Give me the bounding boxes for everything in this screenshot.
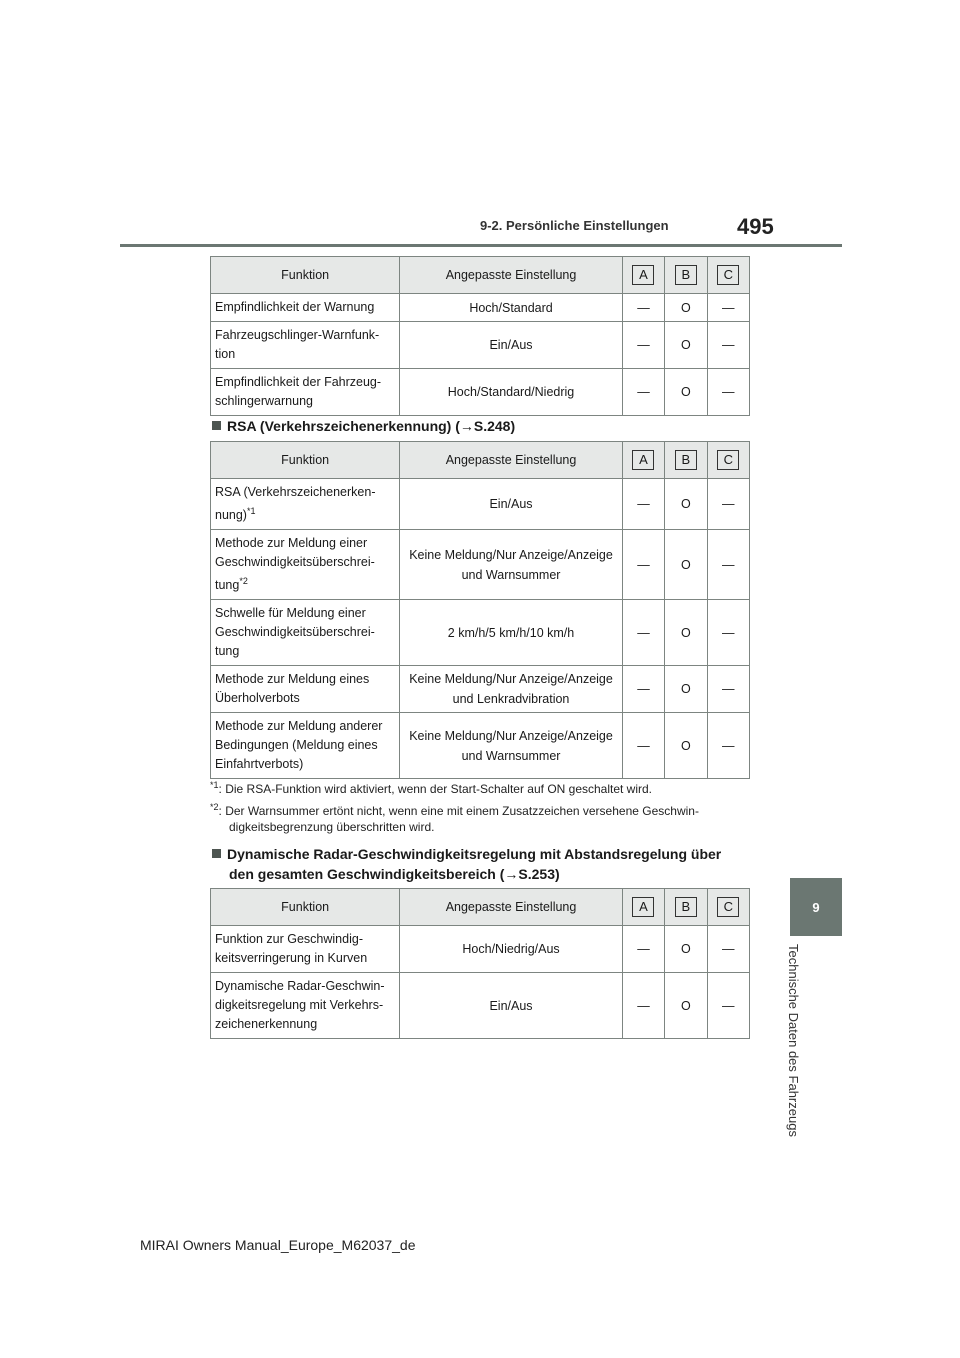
header-rule bbox=[120, 244, 842, 247]
table-row: Dynamische Radar-Geschwin- digkeitsregelung mit Verkehrs- zeichenerkennung Ein/Aus — O — bbox=[211, 973, 750, 1039]
col-b: B bbox=[665, 889, 707, 926]
col-c: C bbox=[707, 257, 749, 294]
settings-table-rsa bbox=[210, 441, 750, 779]
chapter-tab: 9 bbox=[790, 878, 842, 936]
table-row: RSA (Verkehrszeichenerken- nung)$^{*1}$ Ein/Aus — O — bbox=[211, 479, 750, 530]
table-row: Schwelle für Meldung einer Geschwindigkeitsüberschrei- tung 2 km/h/5 km/h/10 km/h — O — bbox=[211, 600, 750, 666]
col-function: Funktion bbox=[211, 889, 400, 926]
heading-radar: Dynamische Radar-Geschwindigkeitsregelung mit Abstandsregelung über bbox=[212, 844, 721, 864]
col-a: A bbox=[622, 442, 664, 479]
col-function: Funktion bbox=[211, 442, 400, 479]
table-row: Methode zur Meldung eines Überholverbots Keine Meldung/Nur Anzeige/Anzeige und Lenkradvibration — O — bbox=[211, 666, 750, 713]
table-row: Methode zur Meldung einer Geschwindigkeitsüberschrei- tung$^{*2}$ Keine Meldung/Nur Anzeige/Anzeige und Warnsummer — O — bbox=[211, 530, 750, 600]
table-row: Funktion zur Geschwindig- keitsverringerung in Kurven Hoch/Niedrig/Aus — O — bbox=[211, 926, 750, 973]
col-setting: Angepasste Einstellung bbox=[400, 889, 622, 926]
col-b: B bbox=[665, 442, 707, 479]
heading-rsa: RSA (Verkehrszeichenerkennung) (→S.248) bbox=[212, 416, 515, 436]
settings-table-radar bbox=[210, 888, 750, 1039]
col-c: C bbox=[707, 442, 749, 479]
heading-radar-cont: den gesamten Geschwindigkeitsbereich (→S.253) bbox=[229, 866, 560, 882]
table-row: Empfindlichkeit der Fahrzeug- schlingerwarnung Hoch/Standard/Niedrig — O — bbox=[211, 369, 750, 416]
bullet-square-icon bbox=[212, 421, 221, 430]
bullet-square-icon bbox=[212, 849, 221, 858]
chapter-title: Technische Daten des Fahrzeugs bbox=[786, 944, 801, 1137]
footnote-1: $^{*1}$: Die RSA-Funktion wird aktiviert, wenn der Start-Schalter auf ON geschaltet wird. bbox=[210, 780, 653, 796]
footnote-2: $^{*2}$: Der Warnsummer ertönt nicht, wenn eine mit einem Zusatzzeichen versehene Geschwin- bbox=[210, 802, 699, 818]
col-function: Funktion bbox=[211, 257, 400, 294]
page-number: 495 bbox=[737, 214, 774, 239]
col-c: C bbox=[707, 889, 749, 926]
footer-manual-id: MIRAI Owners Manual_Europe_M62037_de bbox=[140, 1237, 416, 1253]
footnote-2-cont: digkeitsbegrenzung überschritten wird. bbox=[229, 820, 435, 834]
table-header-row bbox=[211, 257, 750, 294]
col-a: A bbox=[622, 257, 664, 294]
table-header-row bbox=[211, 442, 750, 479]
col-a: A bbox=[622, 889, 664, 926]
settings-table-1 bbox=[210, 256, 750, 416]
table-row: Methode zur Meldung anderer Bedingungen (Meldung eines Einfahrtverbots) Keine Meldung/Nur Anzeige/Anzeige und Warnsummer — O — bbox=[211, 713, 750, 779]
col-b: B bbox=[665, 257, 707, 294]
col-setting: Angepasste Einstellung bbox=[400, 257, 622, 294]
section-label: 9-2. Persönliche Einstellungen bbox=[480, 218, 669, 233]
table-header-row bbox=[211, 889, 750, 926]
col-setting: Angepasste Einstellung bbox=[400, 442, 622, 479]
table-row: Empfindlichkeit der Warnung Hoch/Standard — O — bbox=[211, 294, 750, 322]
table-row: Fahrzeugschlinger-Warnfunk- tion Ein/Aus — O — bbox=[211, 322, 750, 369]
